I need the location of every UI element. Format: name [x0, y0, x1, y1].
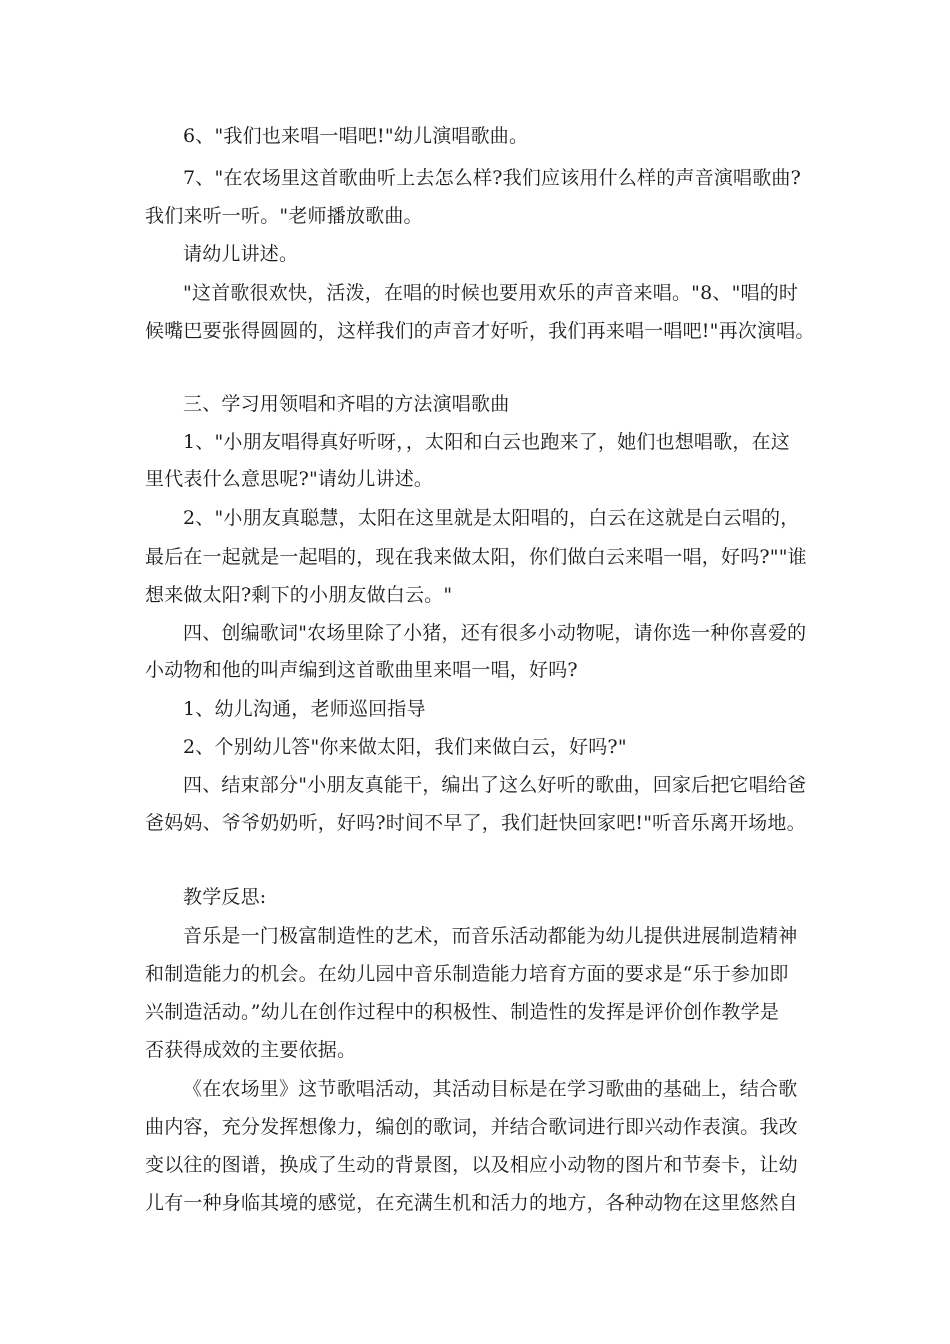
text-line: 1、"小朋友唱得真好听呀，，太阳和白云也跑来了，她们也想唱歌，在这	[183, 431, 790, 453]
text-line: 请幼儿讲述。	[183, 243, 299, 265]
section-heading: 三、学习用领唱和齐唱的方法演唱歌曲	[183, 393, 510, 415]
text-line: 儿有一种身临其境的感觉，在充满生机和活力的地方，各种动物在这里悠然自	[145, 1192, 798, 1214]
text-line: 《在农场里》这节歌唱活动，其活动目标是在学习歌曲的基础上，结合歌	[183, 1078, 798, 1100]
text-line: 最后在一起就是一起唱的，现在我来做太阳，你们做白云来唱一唱，好吗?""谁	[145, 546, 807, 568]
text-line: 1、幼儿沟通，老师巡回指导	[183, 698, 426, 720]
text-line: 和制造能力的机会。在幼儿园中音乐制造能力培育方面的要求是“乐于参加即	[145, 963, 789, 985]
text-line: 里代表什么意思呢?"请幼儿讲述。	[145, 468, 434, 490]
text-line: 音乐是一门极富制造性的艺术，而音乐活动都能为幼儿提供进展制造精神	[183, 925, 798, 947]
text-line: 兴制造活动。”幼儿在创作过程中的积极性、制造性的发挥是评价创作教学是	[145, 1001, 780, 1023]
text-line: 6、"我们也来唱一唱吧!"幼儿演唱歌曲。	[183, 125, 529, 147]
text-line: 曲内容，充分发挥想像力，编创的歌词，并结合歌词进行即兴动作表演。我改	[145, 1116, 798, 1138]
text-line: 我们来听一听。"老师播放歌曲。	[145, 205, 423, 227]
text-line: 变以往的图谱，换成了生动的背景图，以及相应小动物的图片和节奏卡，让幼	[145, 1154, 798, 1176]
text-line: "这首歌很欢快，活泼，在唱的时候也要用欢乐的声音来唱。"8、"唱的时	[183, 282, 799, 304]
text-line: 小动物和他的叫声编到这首歌曲里来唱一唱，好吗?	[145, 659, 578, 681]
text-line: 2、"小朋友真聪慧，太阳在这里就是太阳唱的，白云在这就是白云唱的，	[183, 507, 800, 529]
text-line: 想来做太阳?剩下的小朋友做白云。"	[145, 584, 453, 606]
text-line: 否获得成效的主要依据。	[145, 1039, 357, 1061]
section-heading: 四、创编歌词"农场里除了小猪，还有很多小动物呢，请你选一种你喜爱的	[183, 622, 807, 644]
section-heading: 四、结束部分"小朋友真能干，编出了这么好听的歌曲，回家后把它唱给爸	[183, 774, 807, 796]
text-line: 爸妈妈、爷爷奶奶听，好吗?时间不早了，我们赶快回家吧!"听音乐离开场地。	[145, 812, 806, 834]
text-line: 候嘴巴要张得圆圆的，这样我们的声音才好听，我们再来唱一唱吧!"再次演唱。	[145, 320, 815, 342]
section-heading: 教学反思:	[183, 886, 267, 908]
text-line: 7、"在农场里这首歌曲听上去怎么样?我们应该用什么样的声音演唱歌曲?	[183, 167, 802, 189]
text-line: 2、个别幼儿答"你来做太阳，我们来做白云，好吗?"	[183, 736, 627, 758]
